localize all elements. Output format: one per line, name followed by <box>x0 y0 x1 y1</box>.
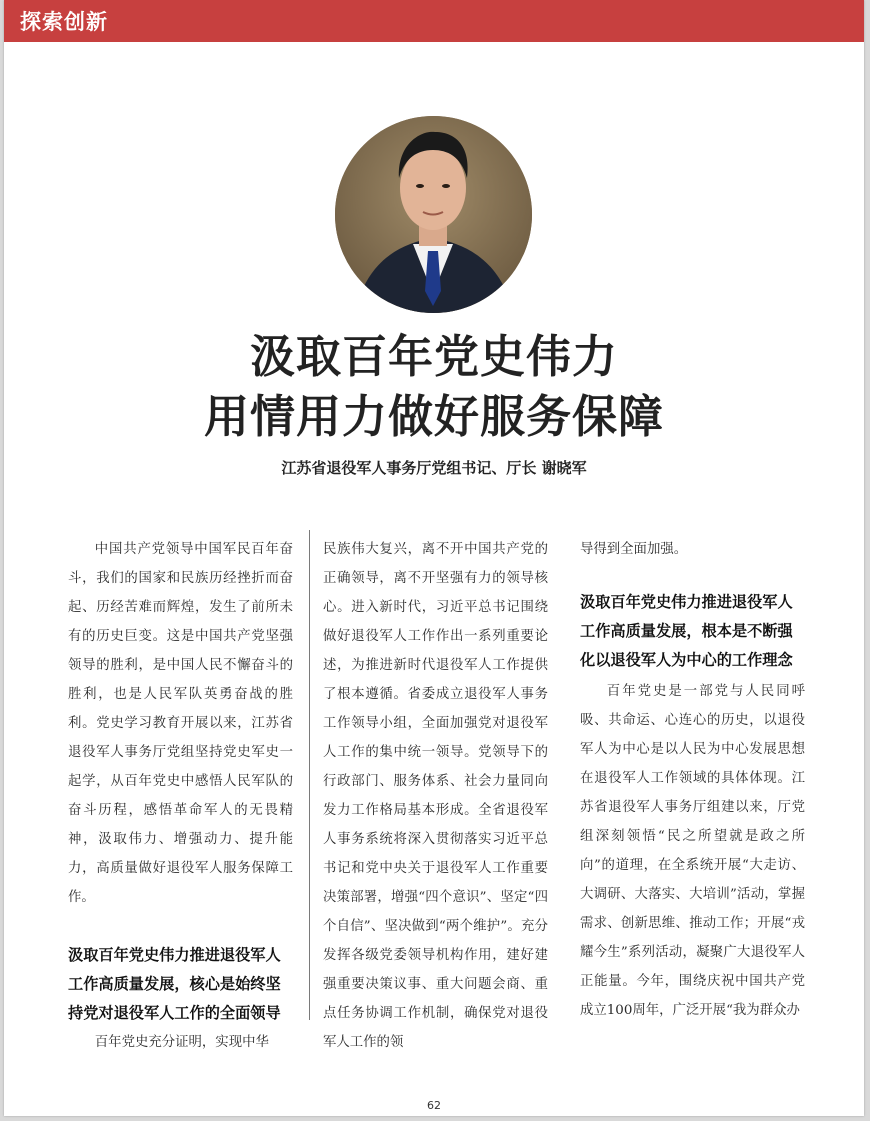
col3-paragraph-2: 百年党史是一部党与人民同呼吸、共命运、心连心的历史，以退役军人为中心是以人民为中心发展思想在退役军人工作领域的具体体现。江苏省退役军人事务厅组建以来，厅党组深刻领悟“民之所望就是政之所向”的道理，在全系统开展“大走访、大调研、大落实、大培训”活动，掌握需求、创新思维、推动工作；开展“戎耀今生”系列活动，凝聚广大退役军人正能量。今年，围绕庆祝中国共产党成立100周年，广泛开展“我为群众办 <box>580 684 805 1018</box>
col1-paragraph-1: 中国共产党领导中国军民百年奋斗，我们的国家和民族历经挫折而奋起、历经苦难而辉煌，发生了前所未有的历史巨变。这是中国共产党坚强领导的胜利，是中国人民不懈奋斗的胜利，也是人民军队英勇奋战的胜利。党史学习教育开展以来，江苏省退役军人事务厅党组坚持党史军史一起学，从百年党史中感悟人民军队的奋斗历程，感悟革命军人的无畏精神，汲取伟力、增强动力、提升能力，高质量做好退役军人服务保障工作。 <box>68 542 293 905</box>
author-portrait <box>335 116 532 313</box>
magazine-page <box>4 0 864 1116</box>
col1-paragraph-2: 百年党史充分证明，实现中华 <box>94 1035 269 1050</box>
col2-paragraph-1: 民族伟大复兴，离不开中国共产党的正确领导，离不开坚强有力的领导核心。进入新时代，习近平总书记围绕做好退役军人工作作出一系列重要论述，为推进新时代退役军人工作提供了根本遵循。省委成立退役军人事务工作领导小组，全面加强党对退役军人工作的集中统一领导。党领导下的行政部门、服务体系、社会力量同向发力工作格局基本形成。全省退役军人事务系统将深入贯彻落实习近平总书记和党中央关于退役军人工作重要决策部署，增强“四个意识”、坚定“四个自信”、坚决做到“两个维护”。充分发挥各级党委领导机构作用，建好建强重要决策议事、重大问题会商、重点任务协调工作机制，确保党对退役军人工作的领 <box>323 542 548 1050</box>
page-number: 62 <box>427 1099 441 1112</box>
section-tag: 探索创新 <box>20 10 108 34</box>
col3-paragraph-1: 导得到全面加强。 <box>580 542 688 557</box>
article-byline: 江苏省退役军人事务厅党组书记、厅长 谢晓军 <box>281 459 587 477</box>
article-title-line2: 用情用力做好服务保障 <box>203 390 664 443</box>
author-portrait-image <box>335 116 532 313</box>
text-column-3 <box>580 535 805 1025</box>
column-divider <box>309 530 310 1020</box>
col3-section-heading: 汲取百年党史伟力推进退役军人工作高质量发展，根本是不断强化以退役军人为中心的工作理念 <box>580 593 793 669</box>
text-column-2 <box>323 535 548 1057</box>
section-header-band <box>4 0 864 42</box>
text-column-1 <box>68 535 293 1057</box>
col1-section-heading: 汲取百年党史伟力推进退役军人工作高质量发展，核心是始终坚持党对退役军人工作的全面领导 <box>68 946 281 1022</box>
article-title-line1: 汲取百年党史伟力 <box>249 330 618 383</box>
